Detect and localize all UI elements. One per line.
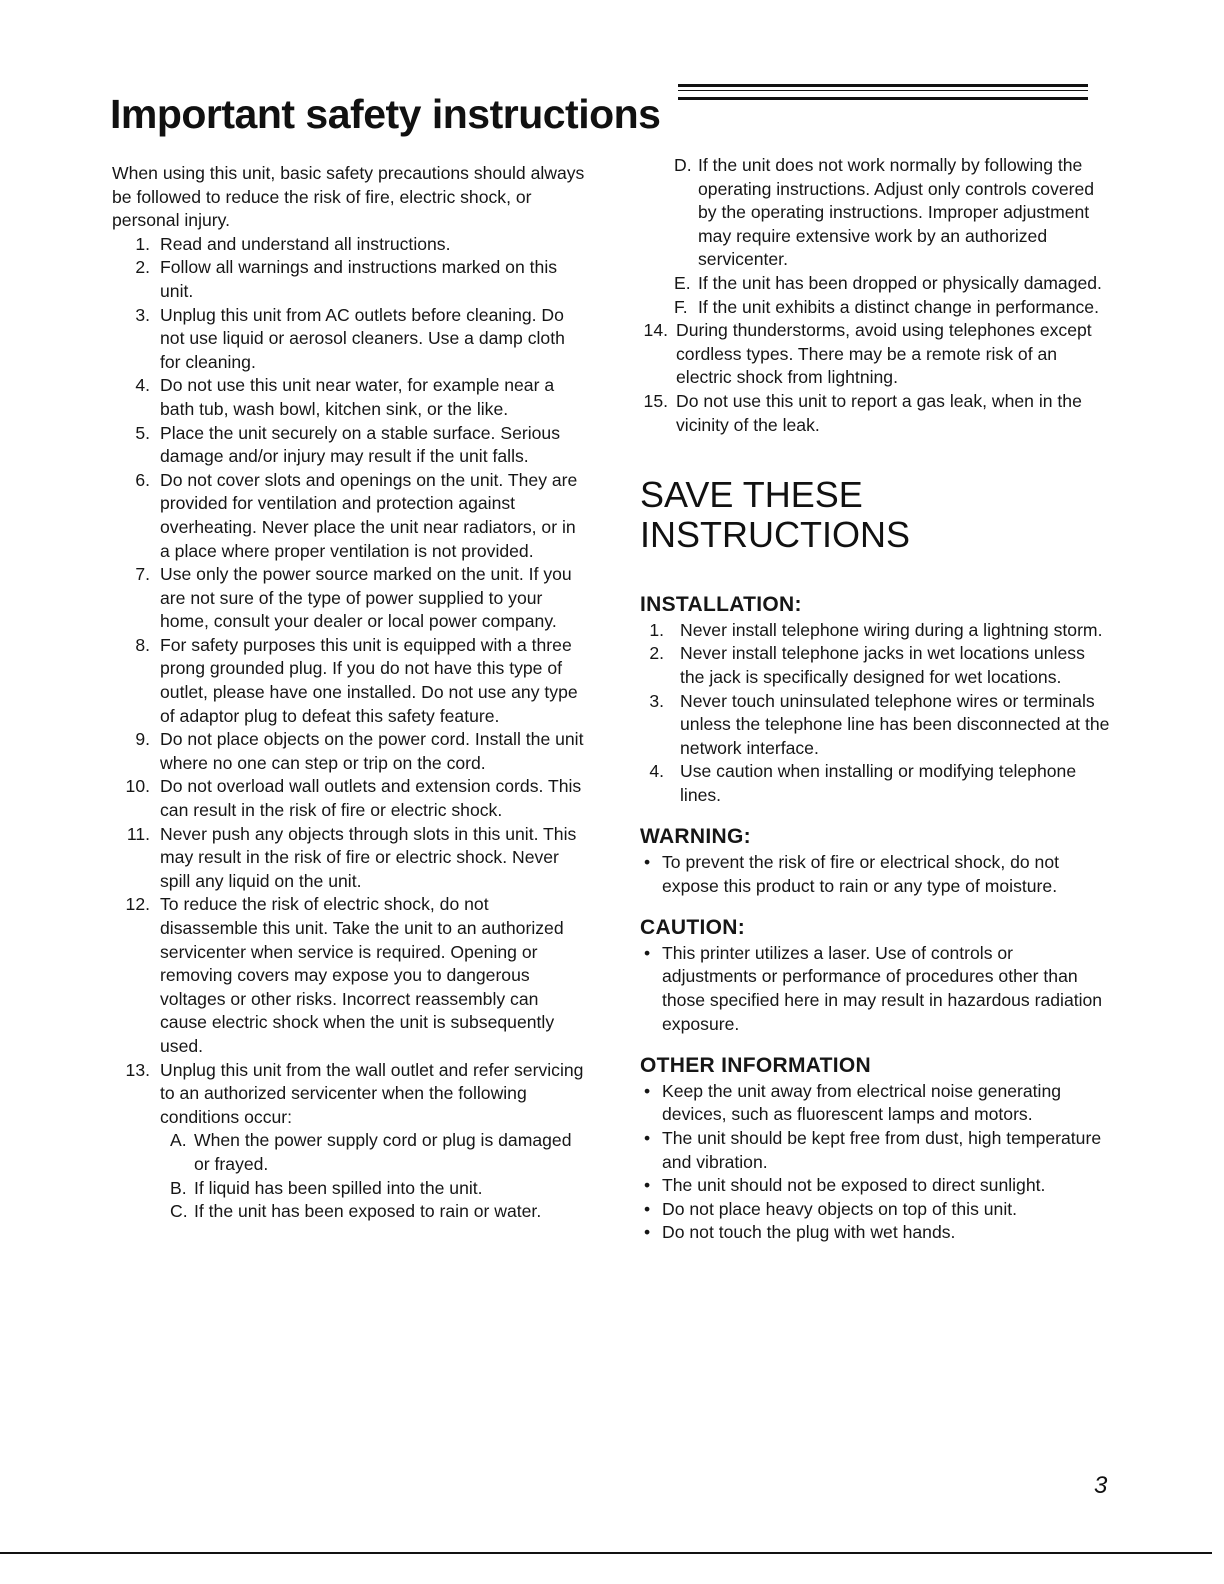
- sub-item-letter: C.: [170, 1201, 188, 1222]
- sub-item-letter: B.: [170, 1177, 187, 1198]
- bullet-icon: •: [644, 852, 651, 873]
- item-number: 8.: [135, 634, 150, 655]
- save-these-instructions: [640, 475, 1110, 555]
- bullet-icon: •: [644, 1175, 651, 1196]
- item-number: 7.: [135, 564, 150, 585]
- title-rule: [678, 84, 1088, 100]
- sub-item-letter: F.: [674, 296, 688, 317]
- sub-item-text: When the power supply cord or plug is damaged or frayed.: [194, 1130, 572, 1174]
- bullet-item: [640, 1221, 1110, 1245]
- item-number: 3.: [649, 690, 664, 711]
- sub-item-letter: E.: [674, 272, 691, 293]
- left-column: [112, 162, 590, 1224]
- bullet-icon: •: [644, 1128, 651, 1148]
- bullet-icon: •: [644, 1080, 651, 1101]
- list-item: [640, 760, 1110, 807]
- bullet-text: To prevent the risk of fire or electrical shock, do not expose this product to rain or any type of moisture.: [662, 852, 1060, 896]
- page-number: 3: [1094, 1472, 1108, 1499]
- caution-heading: CAUTION:: [640, 916, 746, 940]
- bullet-item: [640, 1080, 1110, 1127]
- item-number: 2.: [649, 643, 664, 664]
- item-number: 13.: [125, 1059, 150, 1080]
- sub-list-item: [640, 296, 1110, 320]
- sub-item-text: If the unit does not work normally by following the operating instructions. Adjust only controls covered by the operating instructions. Improper adjustment may require extensive work by an authorized servicenter.: [698, 155, 1095, 270]
- list-item: [112, 775, 590, 822]
- sub-list-item: [112, 1129, 590, 1176]
- item-text: Never touch uninsulated telephone wires or terminals unless the telephone line has been disconnected at the network interface.: [680, 690, 1110, 758]
- bullet-item: [640, 942, 1110, 1036]
- save-line-1: SAVE THESE: [640, 474, 863, 516]
- bullet-item: [640, 1174, 1110, 1198]
- item-number: 3.: [135, 304, 150, 325]
- sub-list-item: [112, 1177, 590, 1201]
- list-item: [640, 319, 1110, 390]
- item-number: 11.: [126, 823, 150, 844]
- item-text: Unplug this unit from the wall outlet and refer servicing to an authorized servicenter when the following conditions occur:: [160, 1059, 584, 1127]
- item-text: During thunderstorms, avoid using telephones except cordless types. There may be a remote risk of an electric shock from lightning.: [676, 320, 1092, 388]
- sub-item-text: If the unit exhibits a distinct change in performance.: [698, 296, 1099, 317]
- item-number: 10.: [125, 776, 150, 797]
- item-text: Do not use this unit to report a gas leak, when in the vicinity of the leak.: [676, 390, 1082, 435]
- item-number: 12.: [125, 894, 150, 915]
- bullet-text: Do not touch the plug with wet hands.: [662, 1222, 956, 1243]
- item-text: To reduce the risk of electric shock, do not disassemble this unit. Take the unit to an authorized servicenter when service is required. Opening or removing covers may expose you to dangerous voltages or other risks. Incorrect reassembly can cause electric shock when the unit is subsequently used.: [160, 894, 564, 1056]
- sub-item-letter: A.: [170, 1130, 187, 1151]
- item-text: Do not place objects on the power cord. Install the unit where no one can step or trip on the cord.: [160, 729, 584, 773]
- list-item: [112, 634, 590, 728]
- item-number: 6.: [135, 469, 150, 490]
- save-line-2: INSTRUCTIONS: [640, 514, 910, 556]
- other-information-heading: OTHER INFORMATION: [640, 1054, 872, 1078]
- sub-item-text: If the unit has been exposed to rain or water.: [194, 1201, 542, 1222]
- warning-heading: WARNING:: [640, 825, 751, 849]
- item-number: 5.: [135, 422, 150, 443]
- list-item: [112, 256, 590, 303]
- item-text: Do not use this unit near water, for example near a bath tub, wash bowl, kitchen sink, or the like.: [160, 375, 555, 419]
- list-item: [112, 374, 590, 421]
- item-text: Never install telephone wiring during a lightning storm.: [680, 619, 1103, 640]
- bullet-icon: •: [644, 942, 651, 963]
- bullet-text: The unit should be kept free from dust, high temperature and vibration.: [662, 1128, 1102, 1172]
- list-item: [112, 233, 590, 257]
- sub-item-letter: D.: [674, 155, 692, 175]
- bullet-item: [640, 851, 1110, 898]
- item-number: 9.: [135, 729, 150, 750]
- item-text: Place the unit securely on a stable surface. Serious damage and/or injury may result if the unit falls.: [160, 422, 560, 467]
- item-number: 4.: [649, 761, 664, 782]
- bullet-item: [640, 1198, 1110, 1222]
- list-item: [112, 728, 590, 775]
- intro-paragraph: When using this unit, basic safety precautions should always be followed to reduce the risk of fire, electric shock, or personal injury.: [112, 163, 585, 231]
- sub-list-item: [112, 1200, 590, 1224]
- list-item: [640, 642, 1110, 689]
- sub-item-text: If the unit has been dropped or physically damaged.: [698, 272, 1102, 293]
- item-text: Use caution when installing or modifying telephone lines.: [680, 761, 1077, 805]
- list-item: [640, 690, 1110, 761]
- footer-rule: [0, 1552, 1212, 1554]
- item-text: Follow all warnings and instructions marked on this unit.: [160, 257, 558, 301]
- item-number: 1.: [135, 233, 150, 254]
- item-text: For safety purposes this unit is equipped with a three prong grounded plug. If you do not have this type of outlet, please have one installed. Do not use any type of adaptor plug to defeat this safety feature.: [160, 634, 578, 726]
- bullet-item: [640, 1127, 1110, 1174]
- item-text: Never install telephone jacks in wet locations unless the jack is specifically designed for wet locations.: [680, 643, 1085, 687]
- sub-list-item: [640, 154, 1110, 272]
- item-number: 15.: [643, 390, 668, 411]
- bullet-icon: •: [644, 1198, 651, 1219]
- item-text: Never push any objects through slots in this unit. This may result in the risk of fire or electric shock. Never spill any liquid on the unit.: [160, 823, 577, 891]
- list-item: [112, 422, 590, 469]
- bullet-text: This printer utilizes a laser. Use of controls or adjustments or performance of procedures other than those specified here in may result in hazardous radiation exposure.: [662, 942, 1103, 1034]
- item-text: Unplug this unit from AC outlets before cleaning. Do not use liquid or aerosol cleaners. Use a damp cloth for cleaning.: [160, 304, 565, 372]
- item-number: 2.: [135, 257, 150, 278]
- right-column: [640, 154, 1110, 1245]
- page-title: Important safety instructions: [110, 91, 661, 138]
- list-item: [112, 823, 590, 894]
- item-number: 14.: [643, 320, 668, 341]
- list-item: [112, 1059, 590, 1130]
- item-text: Use only the power source marked on the unit. If you are not sure of the type of power supplied to your home, consult your dealer or local power company.: [160, 564, 572, 632]
- installation-heading: INSTALLATION:: [640, 593, 802, 617]
- item-number: 1.: [649, 619, 664, 640]
- sub-item-text: If liquid has been spilled into the unit.: [194, 1177, 483, 1198]
- sub-list-item: [640, 272, 1110, 296]
- item-number: 4.: [135, 375, 150, 396]
- list-item: [112, 469, 590, 563]
- list-item: [112, 304, 590, 375]
- bullet-text: Do not place heavy objects on top of this unit.: [662, 1198, 1018, 1219]
- bullet-icon: •: [644, 1222, 651, 1243]
- list-item: [640, 619, 1110, 643]
- item-text: Do not cover slots and openings on the unit. They are provided for ventilation and protection against overheating. Never place the unit near radiators, or in a place where proper ventilation is not provided.: [160, 469, 578, 561]
- bullet-text: Keep the unit away from electrical noise generating devices, such as fluorescent lamps and motors.: [662, 1080, 1062, 1125]
- item-text: Read and understand all instructions.: [160, 233, 451, 254]
- item-text: Do not overload wall outlets and extension cords. This can result in the risk of fire or electric shock.: [160, 776, 582, 821]
- list-item: [112, 563, 590, 634]
- list-item: [640, 390, 1110, 437]
- bullet-text: The unit should not be exposed to direct sunlight.: [662, 1175, 1046, 1196]
- list-item: [112, 893, 590, 1058]
